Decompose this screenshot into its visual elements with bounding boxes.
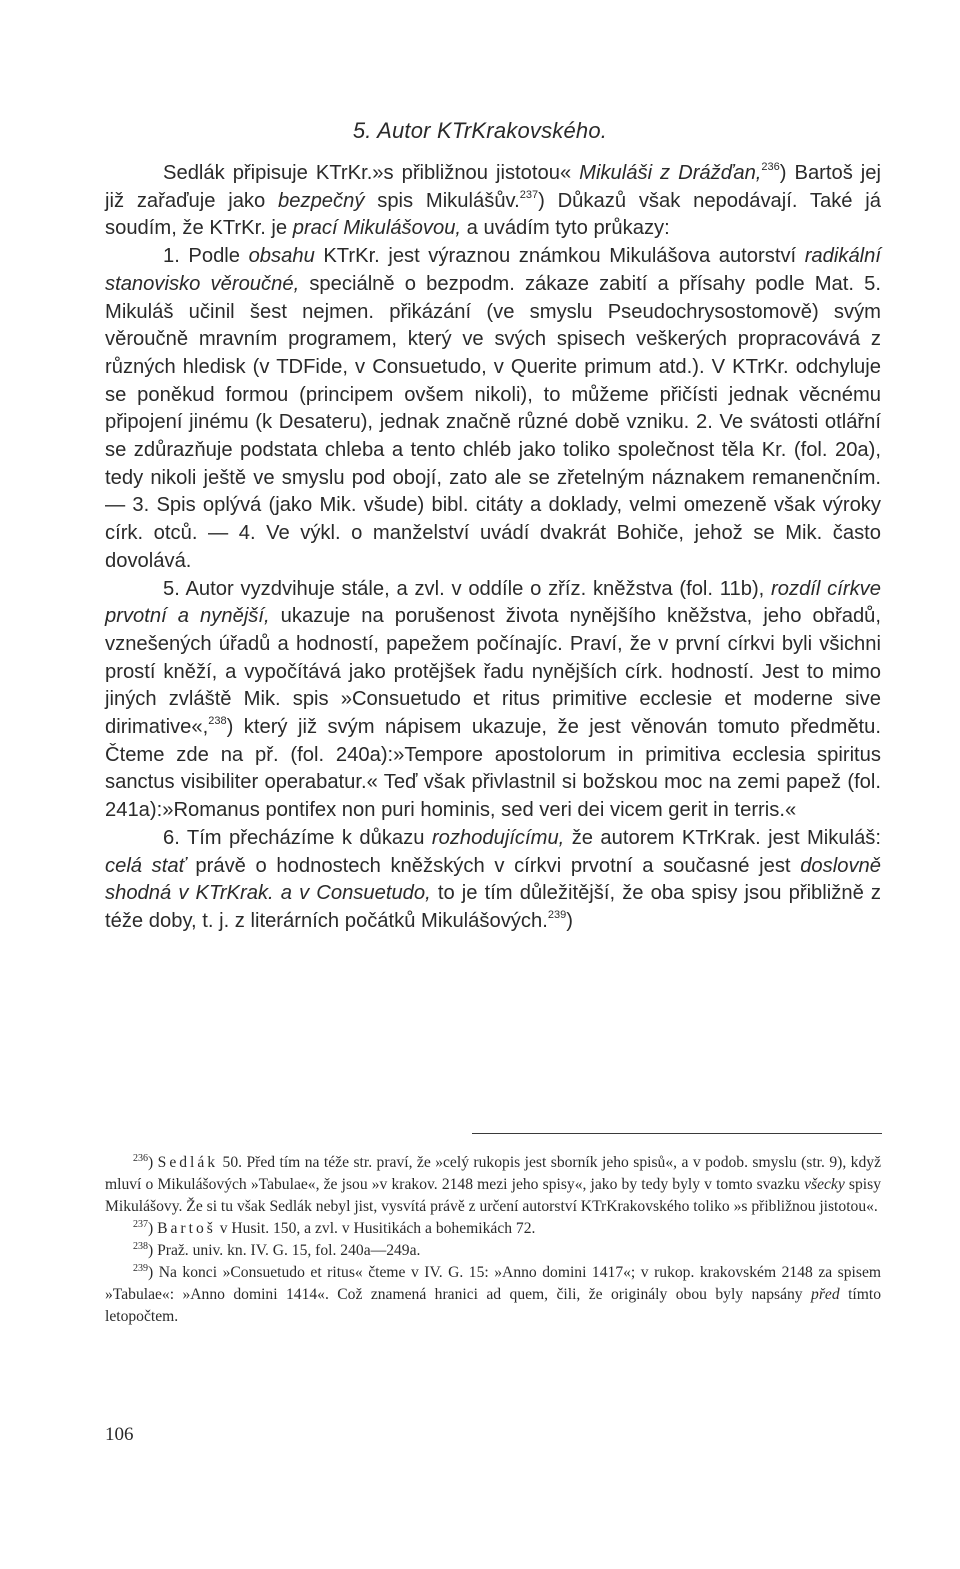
- emphasis: rozhodujícímu,: [431, 826, 565, 849]
- text-run: právě o hodnostech kněžských v církvi prvotní a současné jest: [185, 854, 801, 877]
- emphasis: před: [811, 1286, 840, 1303]
- emphasis: Mikuláši z Drážďan,: [579, 162, 762, 184]
- footnote-text: Na konci »Consuetudo et ritus« čteme v IV. G. 15: »Anno domini 1417«; v rukop. krakovském 2148 za spisem »Tabulae«: »Anno domini 1414«. Což znamená hranici ad quem, čili, že originály obou byly napsány: [105, 1264, 881, 1303]
- footnote-number: 237: [133, 1219, 148, 1230]
- text-run: spis Mikulášův.: [364, 189, 520, 212]
- footnote-author: Sedlák: [157, 1154, 219, 1171]
- text-run: KTrKr. jest výraznou známkou Mikulášova autorství: [314, 245, 805, 268]
- text-run: 5. Autor vyzdvihuje stále, a zvl. v oddíle o zříz. kněžstva (fol. 11b),: [163, 577, 772, 600]
- emphasis: všecky: [804, 1176, 845, 1193]
- footnote-number: 238: [133, 1241, 148, 1252]
- footnote-236: $^{236}$) Sedlák 50. Před tím na téže str. praví, že »celý rukopis jest sborník jeho spisů«, a v podob. smyslu (str. 9), když mluví o Mikulášových »Tabulae«, že jsou »v krakov. 2148 mezi jeho spisy«, jako by tedy byly v tomto svazku všecky spisy Mikulášovy. Že si tu však Sedlák nebyl jist, vysvítá právě z určení autorství KTrKrakovského toliko »s přibližnou jistotou«.: [105, 1153, 881, 1215]
- emphasis: prací Mikulášovou,: [292, 217, 462, 240]
- text-run: ) Důkazů však nepodávají. Také já soudím, že KTrKr. je: [105, 189, 881, 240]
- footnote-author: Bartoš: [157, 1220, 216, 1237]
- text-run: to je tím důležitější, že oba spisy jsou přibližně z téže doby, t. j. z literárních počátků Mikulášových.: [105, 882, 881, 932]
- text-run: 6. Tím přecházíme k důkazu: [163, 826, 432, 849]
- footnote-ref-237: 237: [519, 188, 539, 201]
- paragraph-4: [105, 825, 881, 936]
- footnote-text: tímto letopočtem.: [105, 1286, 881, 1325]
- footnote-ref-238: 238: [208, 715, 227, 728]
- text-run: ukazuje na porušenost života nynějšího kněžstva, jeho obřadů, vznešených úřadů a hodností, papežem počínajíc. Praví, že v první církvi byli všichni prostí kněží, a vypočítává jako protějšek řadu nynějších círk. hodností. Jest to mimo jiných zvláště Mik. spis »Consuetudo et ritus primitive ecclesie et moderne sive dirimative«,: [105, 605, 882, 739]
- footnote-238: $^{238}$) Praž. univ. kn. IV. G. 15, fol. 240a—249a.: [133, 1241, 421, 1259]
- footnote-ref-236: 236: [761, 161, 780, 173]
- page-number: 106: [105, 1424, 134, 1445]
- footnote-ref-239: 239: [547, 908, 567, 921]
- emphasis: doslovně shodná v KTrKrak. a v Consuetudo,: [105, 854, 882, 905]
- text-run: 1. Podle: [163, 245, 249, 268]
- text-run: ) Bartoš jej již zařaďuje jako: [105, 162, 881, 212]
- section-heading: 5. Autor KTrKrakovského.: [352, 118, 608, 143]
- paragraph-1: [105, 160, 881, 243]
- footnote-239: $^{239}$) Na konci »Consuetudo et ritus« čteme v IV. G. 15: »Anno domini 1417«; v rukop. krakovském 2148 za spisem »Tabulae«: »Anno domini 1414«. Což znamená hranici ad quem, čili, že originály obou byly napsány před tímto letopočtem.: [105, 1263, 881, 1325]
- footnote-text: 50. Před tím na téže str. praví, že »celý rukopis jest sborník jeho spisů«, a v podob. smyslu (str. 9), když mluví o Mikulášových »Tabulae«, že jsou »v krakov. 2148 mezi jeho spisy«, jako by tedy byly v tomto svazku: [105, 1154, 881, 1193]
- text-run: že autorem KTrKrak. jest Mikuláš:: [564, 826, 882, 849]
- emphasis: obsahu: [248, 245, 315, 268]
- text-run: Sedlák připisuje KTrKr.»s přibližnou jistotou«: [163, 162, 580, 184]
- emphasis: bezpečný: [278, 189, 365, 212]
- paragraph-2: [105, 243, 881, 575]
- footnote-number: 236: [133, 1153, 148, 1164]
- footnote-text: spisy Mikulášovy. Že si tu však Sedlák nebyl jist, vysvítá právě z určení autorství KTrKrakovského toliko »s přibližnou jistotou«.: [105, 1176, 881, 1215]
- emphasis: radikální stanovisko věroučné,: [105, 245, 881, 295]
- footnote-divider: [472, 1133, 882, 1134]
- footnote-number: 239: [133, 1263, 148, 1274]
- text-run: speciálně o bezpodm. zákaze zabití a přísahy podle Mat. 5. Mikuláš učinil šest nejmen. přikázání (ve smyslu Pseudochrysostomově) svým věroučně mravním programem, který ve svých spisech veškerých propracovává z různých hledisk (v TDFide, v Consuetudo, v Querite primum atd.). V KTrKr. odchyluje se poněkud formou (principem ovšem nikoli), to můžeme přičísti jednak věcnému připojení jinému (k Desateru), jednak značně různé době vzniku. 2. Ve svátosti otlářní se zdůrazňuje podstata chleba a tento chléb jako toliko společnost těla Kr. (fol. 20a), tedy nikoli ještě ve smyslu pod obojí, zato ale se zřetelným náznakem remanenčním. — 3. Spis oplývá (jako Mik. všude) bibl. citáty a doklady, velmi omezeně však výroky círk. otců. — 4. Ve výkl. o manželství uvádí dvakrát Bohiče, jehož se Mik. často dovolává.: [105, 272, 881, 572]
- text-run: ): [566, 909, 573, 932]
- text-run: a uvádím tyto průkazy:: [461, 217, 670, 240]
- emphasis: celá stať: [105, 854, 186, 877]
- footnote-text: Praž. univ. kn. IV. G. 15, fol. 240a—249a.: [157, 1242, 421, 1259]
- paragraph-3: [105, 576, 881, 825]
- footnote-237: $^{237}$) Bartoš v Husit. 150, a zvl. v Husitikách a bohemikách 72.: [133, 1219, 536, 1237]
- footnote-text: v Husit. 150, a zvl. v Husitikách a bohemikách 72.: [215, 1220, 536, 1237]
- emphasis: rozdíl církve prvotní a nynější,: [105, 577, 881, 628]
- main-text: [105, 160, 881, 936]
- text-run: ) který již svým nápisem ukazuje, že jest věnován tomuto předmětu. Čteme zde na př. (fol. 240a):»Tempore apostolorum in primitiva ecclesia spiritus sanctus visibiliter operabatur.« Teď však přivlastnil si božskou moc na zemi papež (fol. 241a):»Romanus pontifex non puri hominis, sed veri dei vicem gerit in terris.«: [105, 716, 881, 822]
- footnotes: [105, 1152, 881, 1328]
